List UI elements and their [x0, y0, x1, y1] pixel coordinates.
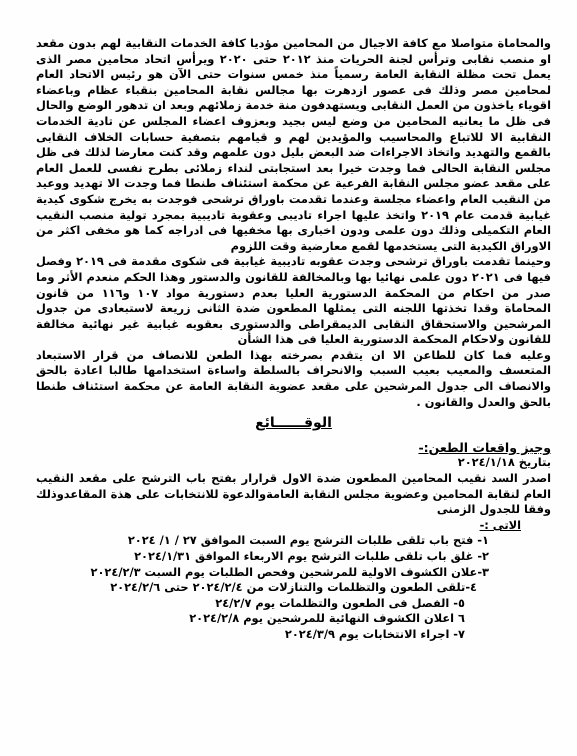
- paragraph-appeal-request: وعليه فما كان للطاعن الا ان يتقدم بصرخته بهذا الطعن للانصاف من قرار الاستبعاد المتعسف والمعيب بعيب السبب والانحراف بالسلطة واساءة استخدامها طالبا اعادة بالحق والانصاف الى جدول المرشحين على مقعد عضوية النقابة العامة عن محكمة استئناف طنطا بالحق والعدل والقانون .: [36, 347, 551, 409]
- schedule-item: ٢- غلق باب تلقى طلبات الترشح يوم الاربعاء الموافق ٢٠٢٤/١/٣١: [134, 549, 489, 563]
- election-schedule-list: [36, 533, 551, 642]
- document-body: [36, 36, 551, 643]
- paragraph-disciplinary-penalty: وحينما تقدمت باوراق ترشحى وجدت عقوبه تاديبية غيابية فى شكوى مقدمة فى ٢٠١٩ وفصل فيها فى ٢٠٢١ دون علمى نهائيا بها وبالمخالفة للقانون والدستور وهذا الحكم منعدم الأثر وما صدر من احكام من المحكمة الدستورية العليا بعدم دستورية مواد ١٠٧ و١١٦ من قانون المحاماة وقدا تخذتها اللجنه التى يمثلها المطعون ضدة الثانى زريعة لاستبعادى من جدول المرشحين والاستحقاق النقابى الديمقراطى والدستورى بعقوبه غيابية غير نهائية مخالفة للقانون ولاحكام المحكمة الدستورية العليا فى هذا الشأن: [36, 254, 551, 347]
- schedule-item: ٣-علان الكشوف الاولية للمرشحين وفحص الطلبات يوم السبت ٢٠٢٤/٢/٣: [90, 564, 489, 579]
- schedule-item: ٤-تلقى الطعون والتظلمات والتنازلات من ٢٠٢٤/٢/٤ حتى ٢٠٢٤/٢/٦: [110, 580, 477, 595]
- schedule-title: الاتى :-: [479, 517, 521, 532]
- paragraph-candidate-background: والمحاماة متواصلا مع كافة الاجيال من المحامين مؤديا كافة الخدمات النقابية لهم بدون مقعد او منصب نقابى وترأس لجنة الحريات منذ ٢٠١٢ حتى ٢٠٢٠ ويرأس اتحاد محامين مصر الذى يعمل تحت مظلة النقابة العامة رسمياً منذ خمس سنوات حتى الآن هو رئيس الاتحاد العام لمحامين مصر وذلك فى عصور ازدهرت بها مجالس نقابة المحامين بنقباء عظام وباعضاء اقوياء ياخذون من العمل النقابى ويستهدفون منة خدمة زملائهم وبعد ان تدهور الوضع والحال فى ظل ما يعانيه المحامين من وضع ليس بجيد وبعزوف اعضاء المجلس عن تادية الخدمات النقابية الا للاتباع والمحاسيب والمؤيدين لهم و قيامهم بتصفية حسابات الخلاف النقابى بالقمع والتهديد واتخاذ الاجراءات ضد البعض بليل دون علمهم وقد كنت معارضا لذلك فى ظل مجلس النقابة الحالى فما وجدت خيرا بعد استجابتى لنداء زملائى بطرح نفسى للعمل العام على مقعد عضو مجلس النقابة الفرعية عن محكمة استئناف طنطا فما وجدت الا تهديد ووعيد من النقيب العام واعضاء مجلسة وعندما تقدمت باوراق ترشحى فوجدت به يخرج شكوى كيدية غيابية قدمت عام ٢٠١٩ واتخذ عليها اجراء تاديبى وعقوبة تاديبية بمجرد تولية منصب النقيب العام التكميلى وذلك دون علمى ودون اخبارى بها مخفيها فى ادراجه كما هو مخفى اكثر من الاوراق الكيدية التى يستخدمها لقمع معارضية وقت اللزوم: [36, 36, 551, 253]
- brief-heading: وجيز واقعات الطعن:-: [418, 439, 551, 455]
- brief-text: اصدر السد نقيب المحامين المطعون ضدة الاول قرارار بفتح باب الترشح على مقعد النقيب العام لنقابة المحامين وعضوية مجلس النقابة العامةوالدعوة للانتخابات على هذة المقاعدوذلك وفقا للجدول الزمنى: [36, 471, 551, 517]
- schedule-item: ٧- اجراء الانتخابات يوم ٢٠٢٤/٣/٩: [284, 626, 465, 641]
- schedule-item: ٥- الفصل فى الطعون والتظلمات يوم ٢٤/٢/٧: [215, 595, 465, 610]
- schedule-item: ١- فتح باب تلقى طلبات الترشح يوم السبت الموافق ٢٧ / ١/ ٢٠٢٤: [127, 533, 489, 548]
- facts-heading: الوقــــــائع: [255, 415, 332, 432]
- schedule-item: ٦ اعلان الكشوف النهائية للمرشحين يوم ٢٠٢٤/٢/٨: [189, 611, 465, 626]
- brief-date: بتاريخ ٢٠٢٤/١/١٨: [457, 455, 551, 470]
